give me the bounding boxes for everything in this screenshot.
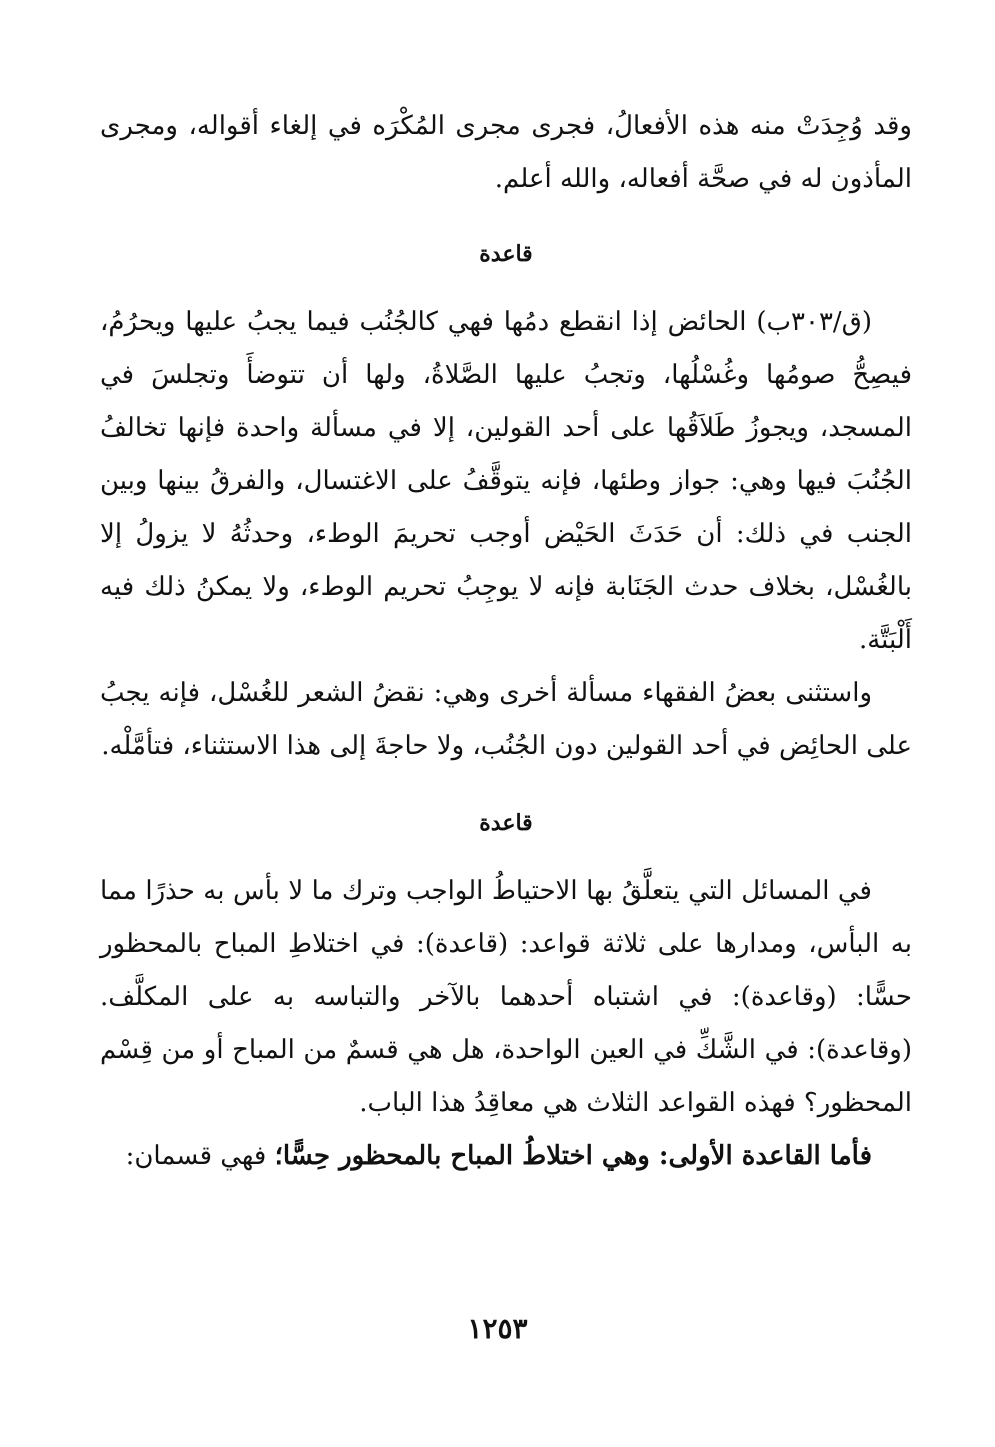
section2-paragraph-2-rest: فهي قسمان: <box>125 1141 275 1171</box>
section-heading-1: قاعدة <box>479 241 533 267</box>
book-page <box>100 100 912 1183</box>
page-number: ١٢٥٣ <box>467 1312 528 1345</box>
section2-paragraph-2 <box>100 1130 912 1183</box>
section-heading-2: قاعدة <box>479 810 533 836</box>
section1-paragraph-2: واستثنى بعضُ الفقهاء مسألة أخرى وهي: نقضُ الشعر للغُسْل، فإنه يجبُ على الحائِض في أحد القولين دون الجُنُب، ولا حاجةَ إلى هذا الاستثناء، فتأمَّلْه. <box>100 678 912 761</box>
section1-paragraph-1: (ق/٣٠٣ب) الحائض إذا انقطع دمُها فهي كالجُنُب فيما يجبُ عليها ويحرُمُ، فيصِحُّ صومُها وغُسْلُها، وتجبُ عليها الصَّلاةُ، ولها أن تتوضأَ وتجلسَ في المسجد، ويجوزُ طَلاَقُها على أحد القولين، إلا في مسألة واحدة فإنها تخالفُ الجُنُبَ فيها وهي: جواز وطئها، فإنه يتوقَّفُ على الاغتسال، والفرقُ بينها وبين الجنب في ذلك: أن حَدَثَ الحَيْض أوجب تحريمَ الوطء، وحدثُهُ لا يزولُ إلا بالغُسْل، بخلاف حدث الجَنَابة فإنه لا يوجِبُ تحريم الوطء، ولا يمكنُ ذلك فيه أَلْبَتَّة. <box>100 307 912 655</box>
intro-paragraph: وقد وُجِدَتْ منه هذه الأفعالُ، فجرى مجرى المُكْرَه في إلغاء أقواله، ومجرى المأذون له في صحَّة أفعاله، والله أعلم. <box>100 111 912 194</box>
section2-paragraph-1: في المسائل التي يتعلَّقُ بها الاحتياطُ الواجب وترك ما لا بأس به حذرًا مما به البأس، ومدارها على ثلاثة قواعد: (قاعدة): في اختلاطِ المباح بالمحظور حسًّا: (وقاعدة): في اشتباه أحدهما بالآخر والتباسه به على المكلَّف. (وقاعدة): في الشَّكِّ في العين الواحدة، هل هي قسمٌ من المباح أو من قِسْم المحظور؟ فهذه القواعد الثلاث هي معاقِدُ هذا الباب. <box>100 876 912 1118</box>
section2-paragraph-2-bold-lead: فأما القاعدة الأولى: وهي اختلاطُ المباح بالمحظور حِسًّا؛ <box>274 1141 872 1171</box>
